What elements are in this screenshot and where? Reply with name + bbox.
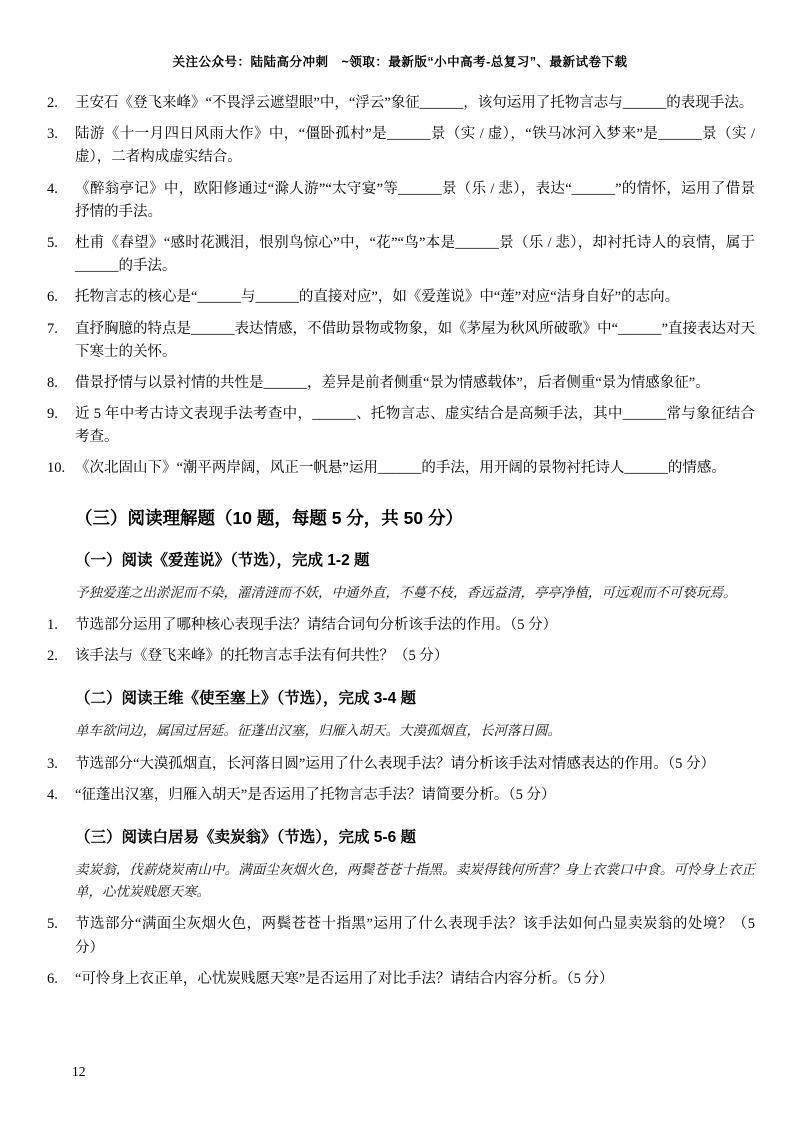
page-number: 12 <box>72 1064 86 1079</box>
reading-title: （一）阅读《爱莲说》（节选），完成 1-2 题 <box>75 551 370 569</box>
question-text: 节选部分“大漠孤烟直，长河落日圆”运用了什么表现手法？请分析该手法对情感表达的作用。（5 分） <box>75 755 715 772</box>
item-number: 10. <box>47 460 66 477</box>
fill-blank-item <box>45 232 755 278</box>
question-number: 3. <box>47 755 58 772</box>
item-text: 托物言志的核心是“______与______的直接对应”，如《爱莲说》中“莲”对应“洁身自好”的志向。 <box>75 289 680 306</box>
item-text: 借景抒情与以景衬情的共性是______，差异是前者侧重“景为情感载体”，后者侧重“景为情感象征”。 <box>75 374 710 391</box>
section-title: （三）阅读理解题（10 题，每题 5 分，共 50 分） <box>75 507 463 528</box>
fill-blank-item <box>45 372 755 395</box>
item-text: 直抒胸臆的特点是______表达情感，不借助景物或物象，如《茅屋为秋风所破歌》中“______”直接表达对天下寒士的关怀。 <box>75 320 755 360</box>
item-number: 2. <box>47 95 58 111</box>
item-text: 《次北固山下》“潮平两岸阔，风正一帆悬”运用______的手法，用开阔的景物衬托诗人______的情感。 <box>75 460 726 477</box>
fill-blank-item <box>45 123 755 169</box>
item-number: 3. <box>47 126 58 143</box>
reading-section-3 <box>45 825 755 991</box>
page-header: 关注公众号：陆陆高分冲刺 ~领取：最新版“小中高考-总复习”、最新试卷下载 <box>172 55 628 69</box>
fill-blank-list <box>45 92 755 481</box>
reading-section-1 <box>45 548 755 669</box>
question-text: 节选部分运用了哪种核心表现手法？请结合词句分析该手法的作用。（5 分） <box>75 616 558 633</box>
question-number: 1. <box>47 616 58 633</box>
fill-blank-item <box>45 286 755 309</box>
question-item <box>45 784 755 807</box>
fill-blank-item <box>45 318 755 364</box>
question-number: 5. <box>47 916 58 933</box>
question-item <box>45 614 755 637</box>
item-number: 4. <box>47 180 58 197</box>
reading-section-2 <box>45 686 755 807</box>
question-item <box>45 913 755 959</box>
item-number: 5. <box>47 234 58 251</box>
item-text: 王安石《登飞来峰》“不畏浮云遮望眼”中，“浮云”象征______，该句运用了托物言志与______的表现手法。 <box>75 95 754 111</box>
item-text: 《醉翁亭记》中，欧阳修通过“滁人游”“太守宴”等______景（乐 / 悲），表达“______”的情怀，运用了借景抒情的手法。 <box>75 180 755 220</box>
item-number: 7. <box>47 320 58 337</box>
question-item <box>45 645 755 668</box>
question-text: 该手法与《登飞来峰》的托物言志手法有何共性？（5 分） <box>75 648 449 665</box>
question-item <box>45 968 755 991</box>
fill-blank-item <box>45 92 755 115</box>
item-number: 9. <box>47 406 58 423</box>
question-text: 节选部分“满面尘灰烟火色，两鬓苍苍十指黑”运用了什么表现手法？该手法如何凸显卖炭翁的处境？（5 分） <box>75 916 755 956</box>
question-item <box>45 753 755 776</box>
item-number: 6. <box>47 289 58 306</box>
question-text: “征蓬出汉塞，归雁入胡天”是否运用了托物言志手法？请简要分析。（5 分） <box>75 786 556 803</box>
item-text: 近 5 年中考古诗文表现手法考查中，______、托物言志、虚实结合是高频手法，其中______常与象征结合考查。 <box>75 406 755 446</box>
question-number: 2. <box>47 648 58 665</box>
fill-blank-item <box>45 403 755 449</box>
reading-passage: 单车欲问边，属国过居延。征蓬出汉塞，归雁入胡天。大漠孤烟直，长河落日圆。 <box>75 723 561 739</box>
question-text: “可怜身上衣正单，心忧炭贱愿天寒”是否运用了对比手法？请结合内容分析。（5 分） <box>75 970 614 987</box>
item-number: 8. <box>47 374 58 391</box>
item-text: 陆游《十一月四日风雨大作》中，“僵卧孤村”是______景（实 / 虚），“铁马冰河入梦来”是______景（实 / 虚），二者构成虚实结合。 <box>75 126 756 166</box>
reading-title: （二）阅读王维《使至塞上》（节选），完成 3-4 题 <box>75 690 417 708</box>
reading-passage: 卖炭翁，伐薪烧炭南山中。满面尘灰烟火色，两鬓苍苍十指黑。卖炭得钱何所营？身上衣裳口中食。可怜身上衣正单，心忧炭贱愿天寒。 <box>75 861 755 900</box>
reading-passage: 予独爱莲之出淤泥而不染，濯清涟而不妖，中通外直，不蔓不枝，香远益清，亭亭净植，可远观而不可亵玩焉。 <box>75 584 737 600</box>
reading-title: （三）阅读白居易《卖炭翁》（节选），完成 5-6 题 <box>75 828 417 846</box>
question-number: 4. <box>47 786 58 803</box>
item-text: 杜甫《春望》“感时花溅泪，恨别鸟惊心”中，“花”“鸟”本是______景（乐 / 悲），却衬托诗人的哀情，属于______的手法。 <box>75 234 755 275</box>
question-number: 6. <box>47 970 58 987</box>
fill-blank-item <box>45 457 755 480</box>
fill-blank-item <box>45 178 755 224</box>
